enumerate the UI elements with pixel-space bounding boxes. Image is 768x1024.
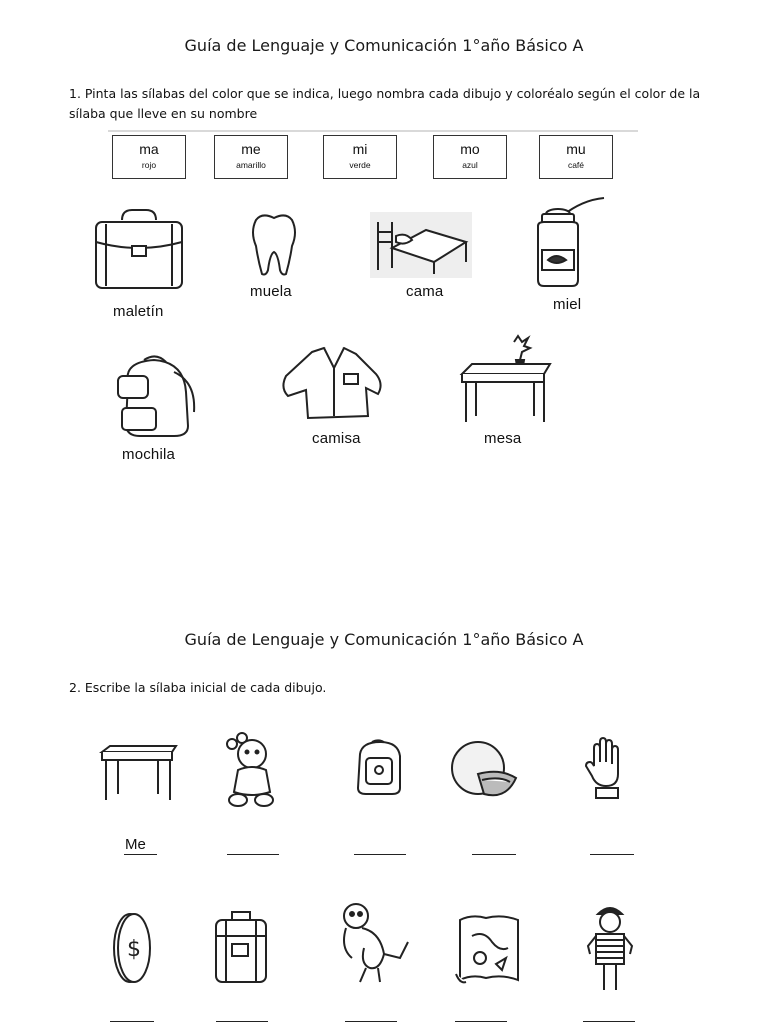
page-title-1: Guía de Lenguaje y Comunicación 1°año Básico A (184, 36, 584, 55)
syllable-color: verde (349, 160, 371, 170)
bed-icon[interactable] (370, 212, 472, 278)
syllable-color: amarillo (236, 160, 266, 170)
syllable-box-me[interactable] (214, 135, 288, 179)
answer-line[interactable] (583, 1021, 635, 1022)
picture-label: mochila (122, 446, 176, 463)
doll-icon[interactable] (222, 732, 278, 808)
answer-text: Me (125, 836, 146, 853)
suitcase-icon[interactable] (212, 908, 270, 986)
answer-line[interactable] (472, 854, 516, 855)
molar-tooth-icon[interactable] (248, 210, 300, 278)
syllable-text: ma (139, 141, 159, 157)
instruction-2: 2. Escribe la sílaba inicial de cada dibujo. (69, 680, 327, 695)
melon-icon[interactable] (448, 738, 520, 802)
answer-line[interactable] (124, 854, 157, 855)
hand-icon[interactable] (584, 736, 628, 800)
backpack-icon[interactable] (114, 352, 200, 440)
syllable-text: mi (352, 141, 368, 157)
answer-line[interactable] (354, 854, 406, 855)
shirt-icon[interactable] (278, 344, 388, 420)
syllable-strip (108, 130, 638, 132)
syllable-box-mu[interactable] (539, 135, 613, 179)
syllable-color: rojo (141, 160, 157, 170)
answer-line[interactable] (216, 1021, 268, 1022)
honey-jar-icon[interactable] (530, 192, 610, 290)
answer-line[interactable] (345, 1021, 397, 1022)
syllable-color: azul (462, 160, 478, 170)
picture-label: maletín (113, 303, 164, 320)
answer-line[interactable] (227, 854, 279, 855)
picture-label: camisa (312, 430, 361, 447)
instruction-1: 1. Pinta las sílabas del color que se indica, luego nombra cada dibujo y coloréalo según el color de la sílaba que lleve en su nombre (69, 86, 701, 121)
answer-line[interactable] (110, 1021, 154, 1022)
syllable-box-ma[interactable] (112, 135, 186, 179)
picture-label: cama (406, 283, 444, 300)
syllable-text: mu (566, 141, 586, 157)
svg-text:$: $ (127, 937, 141, 962)
table-with-vase-icon[interactable] (458, 334, 552, 424)
answer-line[interactable] (590, 854, 634, 855)
syllable-text: mo (460, 141, 480, 157)
table-icon[interactable] (96, 742, 180, 804)
picture-label: miel (553, 296, 582, 313)
monkey-icon[interactable] (340, 898, 412, 986)
syllable-box-mo[interactable] (433, 135, 507, 179)
coin-icon[interactable] (108, 910, 156, 986)
backpack-icon[interactable] (350, 738, 408, 796)
page-title-2: Guía de Lenguaje y Comunicación 1°año Básico A (184, 630, 584, 649)
mime-icon[interactable] (586, 902, 634, 994)
picture-label: muela (250, 283, 292, 300)
syllable-color: café (567, 160, 585, 170)
answer-line[interactable] (455, 1021, 507, 1022)
syllable-box-mi[interactable] (323, 135, 397, 179)
map-icon[interactable] (452, 912, 526, 988)
briefcase-icon[interactable] (92, 206, 186, 290)
picture-label: mesa (484, 430, 522, 447)
syllable-text: me (241, 141, 261, 157)
